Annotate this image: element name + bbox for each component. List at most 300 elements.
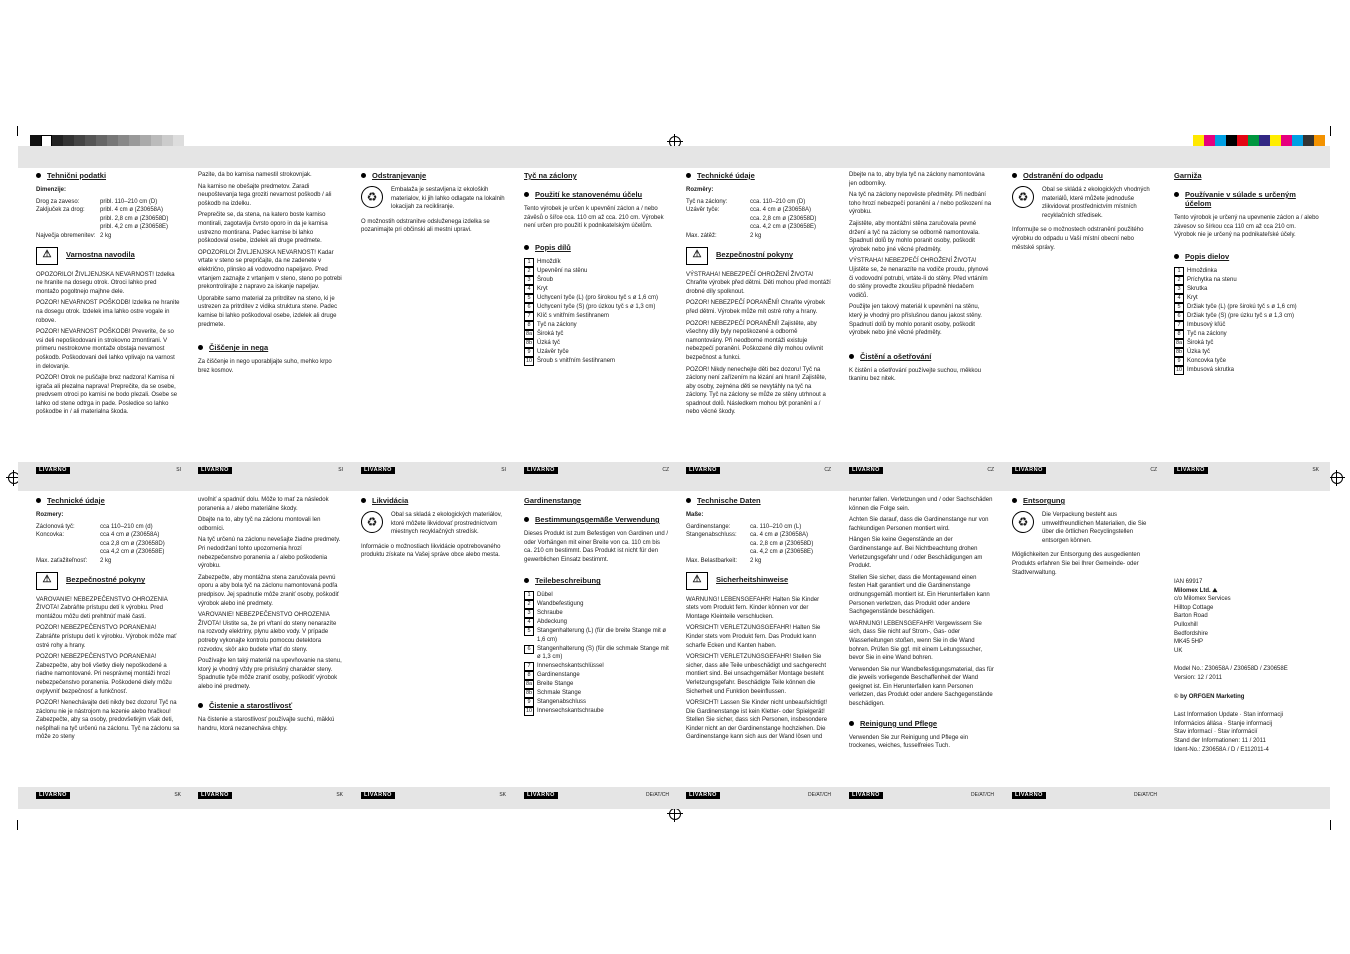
spec-value: pribl. 4 cm ø (Z30658A)	[100, 207, 164, 214]
part-label: Schmale Stange	[537, 689, 582, 696]
part-item	[524, 348, 669, 357]
middle-band-2	[18, 471, 1330, 491]
paragraph: VÝSTRAHA! NEBEZPEČÍ OHROŽENÍ ŽIVOTA! Ujistěte se, že nenarazíte na vodiče proudu, plynové či vodovodní potrubí, vrtáte-li do stěny. Před vrtáním do stěny proveďte zkoušku případně hledačem vodičů.	[849, 258, 989, 299]
paragraph: Obal sa skladá z ekologických materiálov, ktoré môžete likvidovať prostredníctvom miestnych recyklačných stredísk.	[391, 512, 502, 536]
model-number: Model No.: Z30658A / Z30658D / Z30658E	[1174, 666, 1288, 673]
spec-value: cca 110–210 cm (d)	[100, 523, 153, 530]
part-label: Upevnění na stěnu	[537, 267, 588, 274]
part-number: 8a	[1175, 339, 1183, 346]
heading-text: Sicherheitshinweise	[716, 575, 789, 585]
part-item	[1174, 366, 1319, 375]
part-label: Príchytka na stenu	[1187, 276, 1237, 283]
spec-label: Drog za zaveso:	[36, 198, 80, 205]
text-line: Hilltop Cottage	[1174, 604, 1214, 611]
sk-column-3	[198, 496, 343, 781]
spec-value: ca. 4,2 cm ø (Z30658E)	[750, 549, 814, 556]
part-item	[1174, 294, 1319, 303]
part-number: 1	[524, 258, 534, 267]
spec-value: cca. 4,2 cm ø (Z30658E)	[750, 224, 817, 231]
heading-text: Bestimmungsgemäße Verwendung	[535, 515, 660, 524]
heading-text: Bezpečnostní pokyny	[716, 250, 794, 260]
spec-label: Gardinenstange:	[686, 523, 731, 530]
registration-mark	[669, 808, 681, 820]
part-item	[524, 600, 669, 609]
region-code: DE/AT/CH	[1134, 792, 1157, 798]
spec-label	[36, 223, 100, 232]
page-footer	[198, 466, 343, 474]
si-column-1	[36, 171, 181, 456]
part-label: Abdeckung	[537, 619, 568, 626]
text-line: Last Information Update · Stan informacji	[1174, 712, 1284, 719]
dimensions-label: Rozmery:	[36, 512, 64, 518]
section-heading	[36, 496, 181, 505]
part-number: 9	[524, 698, 534, 707]
bullet-icon	[36, 173, 41, 178]
safety-heading	[36, 247, 181, 265]
heading-text: Gardinenstange	[524, 496, 582, 505]
part-label: Gardinenstange	[537, 671, 580, 678]
page-footer	[524, 791, 669, 799]
warning-icon: ⚠	[686, 572, 708, 590]
page-footer	[36, 466, 181, 474]
heading-text: Tyč na záclony	[524, 171, 577, 180]
livarno-logo: LIVARNO	[686, 792, 720, 799]
heading-text: Varnostna navodila	[66, 250, 135, 260]
part-label: Úzká tyč	[537, 339, 561, 346]
section-heading	[1174, 171, 1319, 180]
recycling-block	[361, 511, 506, 537]
ian-number: IAN 69917	[1174, 579, 1203, 585]
part-number: 2	[1174, 276, 1184, 285]
company-line	[1174, 587, 1319, 596]
region-code: SK	[1312, 467, 1319, 473]
page-footer	[1012, 791, 1157, 799]
si-column-3	[361, 171, 506, 456]
part-number: 2	[524, 600, 534, 609]
part-label: Stangenhalterung (L) (für die breite Stange mit ø 1,6 cm)	[537, 628, 667, 643]
paragraph: VAROVANIE! NEBEZPEČENSTVO OHROZENIA ŽIVOTA! Uistite sa, že pri vŕtaní do steny nenarazíte na rozvody elektriny, plynu alebo vody. V prípade potreby vykonajte kontrolu pomocou detektora rozvodov, skôr ako budete vŕtať do steny.	[198, 612, 337, 653]
spec-label: Tyč na záclony:	[686, 198, 728, 205]
part-number: 7	[524, 312, 534, 321]
part-number: 8a	[525, 680, 533, 687]
paragraph: O možnostih odstranitve odsluženega izdelka se pozanimajte pri občinski ali mestni upravi.	[361, 218, 490, 234]
crop-mark	[1330, 126, 1331, 136]
paragraph: Tento výrobek je určen k upevnění záclon a / nebo závěsů o šířce cca. 110 cm až cca. 210 cm. Výrobek není určen pro použití k podnikatelským účelům.	[524, 206, 664, 230]
heading-text: Technische Daten	[697, 496, 761, 505]
part-number: 9	[524, 348, 534, 357]
paragraph: Na tyč na záclony nepověste předměty. Při nedbání toho hrozí nebezpečí poranění a / nebo poškození na výrobku.	[849, 192, 992, 216]
paragraph: Verwenden Sie zur Reinigung und Pflege ein trockenes, weiches, fusselfreies Tuch.	[849, 734, 969, 750]
part-item	[1174, 339, 1319, 348]
region-code: SK	[174, 792, 181, 798]
spec-value: cca 2,8 cm ø (Z30658D)	[100, 540, 165, 547]
part-label: Innensechskantschraube	[537, 707, 604, 714]
region-code: CZ	[987, 467, 994, 473]
heading-text: Použití ke stanovenému účelu	[535, 190, 643, 199]
version: Version: 12 / 2011	[1174, 674, 1222, 681]
heading-text: Odstranění do odpadu	[1023, 171, 1103, 180]
paragraph: Informácie o možnostiach likvidácie opotrebovaného produktu získate na Vašej správe obce alebo mesta.	[361, 543, 501, 559]
part-label: Innensechskantschlüssel	[537, 662, 604, 669]
part-number: 2	[524, 267, 534, 276]
section-heading	[36, 171, 181, 180]
part-item	[524, 645, 669, 662]
spec-value: 2 kg	[750, 557, 762, 564]
part-number: 8	[1174, 330, 1184, 339]
warning-text: VORSICHT! VERLETZUNGSGEFAHR! Halten Sie Kinder stets vom Produkt fern. Das Produkt kann scharfe Ecken und Kanten haben.	[686, 625, 821, 649]
part-item	[524, 312, 669, 321]
part-item	[1174, 267, 1319, 276]
livarno-logo: LIVARNO	[198, 792, 232, 799]
paragraph: Na čistenie a starostlivosť používajte suchú, mäkkú handru, ktorá nezanecháva chlpy.	[198, 717, 335, 733]
bullet-icon	[524, 517, 529, 522]
part-item	[524, 258, 669, 267]
paragraph: Používajte len taký materiál na upevňovanie na stenu, ktorý je vhodný vždy pre príslušný charakter steny. Spadnutie tyče môže zraniť osoby, poškodiť výrobok alebo iné predmety.	[198, 658, 342, 690]
page-footer	[686, 466, 831, 474]
page-footer	[524, 466, 669, 474]
paragraph: WARNUNG! LEBENSGEFAHR! Vergewissern Sie sich, dass Sie nicht auf Strom-, Gas- oder Wasserleitungen stoßen, wenn Sie in die Wand bohren. Prüfen Sie ggf. mit einem Leitungssucher, bevor Sie in eine Wand bohren.	[849, 620, 983, 662]
part-item	[524, 707, 669, 716]
part-number: 10	[1175, 366, 1183, 373]
text-line: Pulloxhill	[1174, 621, 1198, 628]
page-footer	[361, 466, 506, 474]
region-code: CZ	[1150, 467, 1157, 473]
warning-text: VAROVANIE! NEBEZPEČENSTVO OHROZENIA ŽIVOTA! Zabráňte prístupu detí k výrobku. Pred montážou môžu deti prehltnúť malé časti.	[36, 596, 168, 620]
sk-column-1	[1174, 171, 1319, 456]
bullet-icon	[361, 173, 366, 178]
page-footer	[849, 791, 994, 799]
bullet-icon	[849, 721, 854, 726]
paragraph: Použijte jen takový materiál k upevnění na stěnu, který je vhodný pro příslušnou danou jakost stěny. Spadnutí dolů by mohlo poranit osoby, poškodit výrobek nebo jiné věcné předměty.	[849, 304, 982, 337]
warning-text: VORSICHT! VERLETZUNGSGEFAHR! Stellen Sie sicher, dass alle Teile unbeschädigt und sachgerecht montiert sind. Bei unsachgemäßer Montage besteht Verletzungsgefahr. Beschädigte Teile können die Sicherheit und Funktion beeinflussen.	[686, 654, 826, 695]
warning-text: POZOR! NEVARNOST POŠKODB! Izdelka ne hranite na dosegu otrok. Izdelek ima lahko ostre vogale in robove.	[36, 300, 180, 324]
safety-heading	[36, 572, 181, 590]
warning-text: POZOR! NEBEZPEČÍ PORANĚNÍ! Zajistěte, aby všechny díly byly nepoškozené a odborně namontovány. Při neodborné montáži existuje nebezpečí poranění. Poškozené díly mohou ovlivnit bezpečnost a funkci.	[686, 320, 824, 361]
part-number: 3	[524, 276, 534, 285]
livarno-logo: LIVARNO	[524, 467, 558, 474]
part-item	[524, 267, 669, 276]
recycling-block	[1012, 511, 1157, 545]
heading-text: Technické údaje	[47, 496, 105, 505]
spec-label	[686, 540, 750, 549]
spec-value: ca. 110–210 cm (L)	[750, 523, 802, 530]
part-number: 1	[524, 591, 534, 600]
part-label: Uchycení tyče (L) (pro širokou tyč s ø 1,6 cm)	[537, 294, 659, 301]
safety-heading	[686, 247, 831, 265]
spec-value: 2 kg	[100, 232, 112, 239]
region-code: CZ	[662, 467, 669, 473]
text-line: MK45 5HP	[1174, 639, 1204, 646]
part-item	[524, 294, 669, 303]
part-label: Tyč na záclony	[537, 321, 577, 328]
recycle-icon: ♻	[361, 511, 383, 533]
part-label: Stangenabschluss	[537, 698, 587, 705]
bullet-icon	[1012, 498, 1017, 503]
warning-text: POZOR! NEVARNOST POŠKODB! Preverite, če so vsi deli nepoškodovani in strokovno zmontirani. V primeru nestrokovne montaže obstaja nevarnost poškodb. Poškodovani deli lahko vplivajo na varnost in delovanje.	[36, 329, 175, 370]
part-item	[524, 321, 669, 330]
heading-text: Odstranjevanje	[372, 171, 427, 180]
bullet-icon	[524, 192, 529, 197]
section-heading	[524, 515, 669, 524]
warning-text: OPOZORILO! ŽIVLJENJSKA NEVARNOST! Izdelka ne hranite na dosegu otrok. Otroci lahko pred montažo pogoltnejo majhne dele.	[36, 271, 175, 295]
part-label: Klíč s vnitřním šestihranem	[537, 312, 610, 319]
part-item	[524, 618, 669, 627]
livarno-logo: LIVARNO	[686, 467, 720, 474]
spec-label	[686, 223, 750, 232]
text-line: Bedfordshire	[1174, 630, 1209, 637]
crop-mark	[1330, 820, 1331, 830]
part-number: 7	[1174, 321, 1184, 330]
warning-text: WARNUNG! LEBENSGEFAHR! Halten Sie Kinder stets vom Produkt fern. Kinder können vor der Montage Kleinteile verschlucken.	[686, 596, 820, 620]
spec-value: ca. 2,8 cm ø (Z30658D)	[750, 540, 814, 547]
recycling-block	[1012, 186, 1157, 220]
part-number: 4	[1174, 294, 1184, 303]
spec-label	[36, 540, 100, 549]
paragraph: Stellen Sie sicher, dass die Montagewand einen festen Halt garantiert und die Gardinenstange ordnungsgemäß montiert ist. Ein Herunterfallen kann Personen verletzen, das Produkt oder andere Sachgegenstände beschädigen.	[849, 574, 990, 616]
paragraph: Dieses Produkt ist zum Befestigen von Gardinen und / oder Vorhängen mit einer Breite von ca. 110 cm bis ca. 210 cm bestimmt. Das Produkt ist nicht für den gewerblichen Einsatz bestimmt.	[524, 531, 669, 563]
part-label: Uzávěr tyče	[537, 348, 569, 355]
part-label: Hmoždík	[537, 258, 561, 265]
de-column-1	[524, 496, 669, 781]
de-column-2	[686, 496, 831, 781]
section-heading	[686, 496, 831, 505]
bullet-icon	[361, 498, 366, 503]
spec-label: Stangenabschluss:	[686, 532, 737, 539]
section-heading	[524, 576, 669, 585]
spec-label: Max. zaťažiteľnosť:	[36, 557, 88, 564]
bullet-icon	[1174, 254, 1179, 259]
cz-column-4	[1012, 171, 1157, 456]
part-label: Hmoždinka	[1187, 267, 1218, 274]
paragraph: Zabezpečte, aby montážna stena zaručovala pevnú oporu a aby bola tyč na záclonu namontovaná podľa predpisov. Jej spadnutie môže zraniť osoby, poškodiť výrobok alebo iné predmety.	[198, 574, 340, 607]
livarno-logo: LIVARNO	[361, 792, 395, 799]
paragraph: Dbajte na to, aby tyč na záclonu montovali len odborníci.	[198, 517, 321, 532]
part-label: Dübel	[537, 592, 553, 599]
region-code: SK	[499, 792, 506, 798]
part-number: 3	[1174, 285, 1184, 294]
part-number: 6	[524, 303, 534, 312]
bullet-icon	[198, 345, 203, 350]
page-footer	[1174, 466, 1319, 474]
spec-value: cca 4 cm ø (Z30658A)	[100, 532, 160, 539]
warning-icon: ⚠	[686, 247, 708, 265]
part-label: Šroub	[537, 276, 554, 283]
part-item	[524, 662, 669, 671]
paragraph: Pazite, da bo karnisa namestil strokovnjak.	[198, 172, 312, 178]
region-code: SI	[176, 467, 181, 473]
paragraph: Embalaža je sestavljena iz ekoloških materialov, ki jih lahko odlagate na lokalnih lokacijah za recikliranje.	[391, 187, 505, 211]
heading-text: Popis dielov	[1185, 251, 1230, 261]
part-item	[524, 671, 669, 680]
part-number: 8a	[525, 330, 533, 337]
paragraph: Uporabite samo material za pritrditev na steno, ki je ustrezen za pritrditev z vidika struktura stene. Padec karnise bi lahko poškodoval osebe, izdelek ali druge predmete.	[198, 295, 338, 328]
livarno-logo: LIVARNO	[849, 467, 883, 474]
part-item	[524, 627, 669, 644]
part-label: Držiak tyče (L) (pre širokú tyč s ø 1,6 cm)	[1187, 303, 1297, 310]
heading-text: Likvidácia	[372, 496, 409, 505]
heading-text: Technické údaje	[697, 171, 755, 180]
part-item	[524, 680, 669, 689]
part-number: 5	[524, 627, 534, 636]
livarno-logo: LIVARNO	[198, 467, 232, 474]
bullet-icon	[686, 173, 691, 178]
section-heading	[1174, 190, 1319, 208]
spec-label: Koncovka:	[36, 532, 65, 539]
paragraph: Achten Sie darauf, dass die Gardinenstange nur von fachkundigen Personen montiert wird.	[849, 517, 989, 532]
recycling-block	[361, 186, 506, 212]
part-number: 6	[524, 645, 534, 654]
paragraph: Obal se skládá z ekologických vhodných materiálů, které můžete jednoduše zlikvidovat prostřednictvím místních recyklačních středisek.	[1042, 187, 1150, 219]
crop-mark	[17, 820, 18, 830]
part-label: Kryt	[537, 285, 548, 292]
part-label: Wandbefestigung	[537, 601, 584, 608]
spec-label	[686, 548, 750, 557]
part-label: Schraube	[537, 610, 563, 617]
heading-text: Čistění a ošetřování	[860, 351, 932, 361]
page-footer	[686, 791, 831, 799]
top-band	[18, 146, 1330, 168]
part-item	[1174, 312, 1319, 321]
warning-text: VORSICHT! Lassen Sie Kinder nicht unbeaufsichtigt! Die Gardinenstange ist kein Kletter- oder Spielgerät! Stellen Sie sicher, dass sich Personen, insbesondere Kinder nicht an der Gardinenstange hochziehen. Die Gardinenstange kann sich aus der Wand lösen und	[686, 700, 828, 741]
spec-label: Zaključek za drog:	[36, 207, 85, 214]
section-heading	[198, 701, 343, 710]
de-column-3	[849, 496, 994, 781]
section-heading	[686, 171, 831, 180]
paragraph: Verwenden Sie nur Wandbefestigungsmaterial, das für die jeweils vorliegende Beschaffenheit der Wand geeignet ist. Ein Herunterfallen kann Personen verletzen, das Produkt oder andere Sachgegenstände beschädigen.	[849, 666, 994, 708]
page-footer	[198, 791, 343, 799]
spec-value: 2 kg	[750, 232, 762, 239]
dimensions-label: Dimenzije:	[36, 187, 67, 193]
company-name: Milomex Ltd.	[1174, 587, 1211, 594]
part-number: 1	[1174, 267, 1184, 276]
heading-text: Garniža	[1174, 171, 1202, 180]
part-item	[524, 357, 669, 366]
warning-text: POZOR! NEBEZPEČENSTVO PORANENIA! Zabráňte prístupu detí k výrobku. Výrobok môže mať ostré rohy a hrany.	[36, 625, 177, 649]
part-item	[524, 609, 669, 618]
part-number: 10	[525, 707, 533, 714]
paragraph: OPOZORILO! ŽIVLJENJSKA NEVARNOST! Kadar vrtate v steno se prepričajte, da ne zadenete v električno, plinsko ali vodovodno napeljavo. Pred vrtanjem zaznajte z vrtanjem v steno, steno po potrebi prekontrolirajte z napravo za iskanje napeljav.	[198, 249, 342, 291]
warning-text: POZOR! Otrok ne puščajte brez nadzora! Karnisa ni igrača ali plezalna naprava! Preprečite, da se osebe, predvsem otroci po karnisi ne bodo plezali. Osebe se lahko od stene odtrga in pade. Posledice so lahko poškodbe in / ali materialna škoda.	[36, 375, 178, 416]
part-number: 8b	[525, 339, 533, 346]
section-heading	[849, 719, 994, 728]
mountain-logo-icon: ⛰	[1212, 587, 1218, 594]
recycle-icon: ♻	[1012, 186, 1034, 208]
paragraph: Tento výrobok je určený na upevnenie záclon a / alebo závesov so šírkou cca 110 cm až cca 210 cm. Výrobok nie je určený na podnikateľské účely.	[1174, 215, 1319, 239]
spec-table	[686, 523, 831, 566]
part-number: 4	[524, 618, 534, 627]
parts-list	[524, 258, 669, 366]
part-number: 7	[524, 662, 534, 671]
section-heading	[524, 190, 669, 199]
address-block	[1174, 595, 1319, 655]
page-footer	[1012, 466, 1157, 474]
paragraph: herunter fallen. Verletzungen und / oder Sachschäden können die Folge sein.	[849, 497, 993, 512]
safety-heading	[686, 572, 831, 590]
livarno-logo: LIVARNO	[1012, 467, 1046, 474]
spec-label	[36, 215, 100, 224]
recycle-icon: ♻	[1012, 511, 1034, 533]
paragraph: K čistění a ošetřování používejte suchou, měkkou tkaninu bez nitek.	[849, 367, 982, 383]
region-code: DE/AT/CH	[971, 792, 994, 798]
spec-label	[36, 548, 100, 557]
bullet-icon	[1012, 173, 1017, 178]
text-line: Stand der Informationen: 11 / 2011	[1174, 737, 1266, 744]
paragraph: Informujte se o možnostech odstranění použitého výrobku do odpadu u Vaší místní obecní nebo městské správy.	[1012, 227, 1144, 251]
sk-column-4	[361, 496, 506, 781]
text-line: Ident-No.: Z30658A / D / E112011-4	[1174, 746, 1269, 753]
spec-table	[36, 198, 181, 241]
paragraph: Na tyč určenú na záclonu nevešajte žiadne predmety. Pri nedodržaní tohto upozornenia hrozí nebezpečenstvo poranenia a / alebo poškodenia výrobku.	[198, 537, 341, 570]
bullet-icon	[524, 578, 529, 583]
part-label: Breite Stange	[537, 680, 574, 687]
part-item	[524, 339, 669, 348]
part-item	[524, 689, 669, 698]
text-line: Informácios állása · Stanje informacij	[1174, 720, 1273, 727]
region-code: CZ	[824, 467, 831, 473]
heading-text: Čiščenje in nega	[209, 343, 269, 353]
heading-text: Teilebeschreibung	[535, 576, 601, 586]
page-footer	[36, 791, 181, 799]
livarno-logo: LIVARNO	[849, 792, 883, 799]
bullet-icon	[849, 354, 854, 359]
part-item	[524, 591, 669, 600]
registration-mark	[1331, 472, 1343, 484]
paragraph: Za čiščenje in nego uporabljajte suho, mehko krpo brez kosmov.	[198, 359, 332, 374]
heading-text: Bezpečnostné pokyny	[66, 575, 146, 585]
spec-value: ca. 4 cm ø (Z30658A)	[750, 532, 809, 539]
cz-column-2	[686, 171, 831, 456]
paragraph: uvoľniť a spadnúť dolu. Môže to mať za následok poranenia a / alebo materiálne škody.	[198, 497, 329, 512]
livarno-logo: LIVARNO	[1012, 792, 1046, 799]
part-label: Kryt	[1187, 294, 1198, 301]
recycle-icon: ♻	[361, 186, 383, 208]
heading-text: Čistenie a starostlivosť	[209, 701, 293, 711]
cz-column-1	[524, 171, 669, 456]
spec-label: Záclonová tyč:	[36, 523, 75, 530]
paragraph: Die Verpackung besteht aus umweltfreundlichen Materialien, die Sie über die örtlichen Recyclingstellen entsorgen können.	[1042, 512, 1147, 544]
livarno-logo: LIVARNO	[524, 792, 558, 799]
spec-label: Max. zátěž:	[686, 232, 717, 239]
warning-text: POZOR! Nenechávajte deti nikdy bez dozoru! Tyč na záclonu nie je nástrojom na lezenie alebo hračkou! Zabezpečte, aby sa osoby, predovšetkým však deti, nešplhali na tyč určenú na záclonu. Tyč na záclonu sa môže zo steny	[36, 700, 180, 741]
parts-list	[524, 591, 669, 715]
spec-value: cca. 2,8 cm ø (Z30658D)	[750, 215, 817, 222]
warning-text: POZOR! Nikdy nenechejte děti bez dozoru! Tyč na záclony není zařízením na lézání ani hraní! Zajistěte, aby osoby, zejména děti se nevytáhly na tyč na záclony. Tyč na záclony se může ze stěny utrhnout a spadnout dolů. Následkem mohou být poranění a / nebo věcné škody.	[686, 366, 827, 416]
bullet-icon	[1174, 192, 1179, 197]
part-number: 5	[524, 294, 534, 303]
text-line: UK	[1174, 647, 1183, 654]
part-number: 3	[524, 609, 534, 618]
spec-table	[686, 198, 831, 241]
part-number: 8	[524, 321, 534, 330]
page-footer	[361, 791, 506, 799]
spec-value: pribl. 4,2 cm ø (Z30658E)	[100, 224, 169, 231]
info-block	[1174, 711, 1319, 754]
part-item	[1174, 303, 1319, 312]
warning-icon: ⚠	[36, 572, 58, 590]
imprint-column	[1174, 578, 1319, 778]
section-heading	[1012, 171, 1157, 180]
heading-text: Tehnični podatki	[47, 171, 107, 180]
part-label: Stangenhalterung (S) (für die schmale Stange mit ø 1,3 cm)	[537, 645, 669, 661]
spec-value: cca 4,2 cm ø (Z30658E)	[100, 549, 165, 556]
section-heading	[524, 243, 669, 252]
warning-icon: ⚠	[36, 247, 58, 265]
part-number: 8b	[525, 689, 533, 696]
bullet-icon	[36, 498, 41, 503]
warning-text: POZOR! NEBEZPEČENSTVO PORANENIA! Zabezpečte, aby boli všetky diely nepoškodené a riadne namontované. Pri nesprávnej montáži hrozí nebezpečenstvo poranenia. Poškodené diely môžu ovplyvniť bezpečnosť a funkčnosť.	[36, 654, 172, 695]
bullet-icon	[686, 498, 691, 503]
bullet-icon	[524, 245, 529, 250]
